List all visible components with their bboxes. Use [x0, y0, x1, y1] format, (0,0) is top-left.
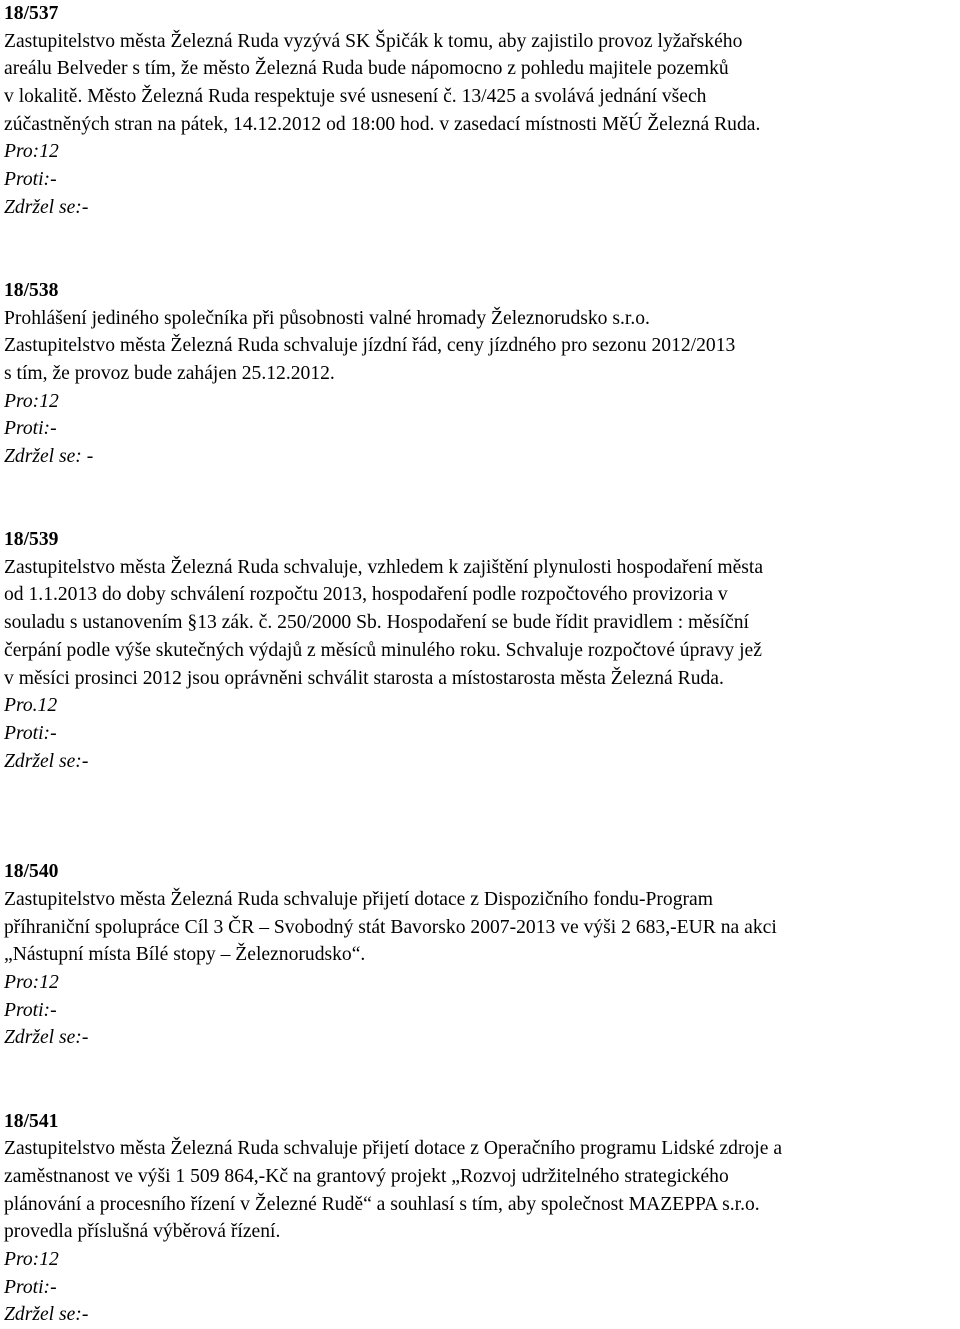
vote-abstain: Zdržel se:-	[4, 750, 89, 772]
vote-against: Proti:-	[4, 722, 57, 744]
resolution-text-line: Zastupitelstvo města Železná Ruda schvaluje přijetí dotace z Operačního programu Lidské zdroje a	[4, 1138, 783, 1160]
resolution-18-541	[4, 1108, 958, 1329]
vote-for: Pro:12	[4, 1249, 59, 1270]
document-page	[4, 0, 958, 1329]
spacer	[4, 1052, 958, 1107]
vote-against: Proti:-	[4, 418, 57, 440]
vote-for: Pro:12	[4, 390, 59, 412]
resolution-text-line: Zastupitelstvo města Železná Ruda schvaluje, vzhledem k zajištění plynulosti hospodaření města	[4, 556, 764, 578]
resolution-text-line: příhraniční spolupráce Cíl 3 ČR – Svobodný stát Bavorsko 2007-2013 ve výši 2 683,-EUR na akci	[4, 916, 777, 938]
resolution-text-line: zaměstnanost ve výši 1 509 864,-Kč na grantový projekt „Rozvoj udržitelného strategického	[4, 1165, 729, 1187]
resolution-text-line: od 1.1.2013 do doby schválení rozpočtu 2013, hospodaření podle rozpočtového provizoria v	[4, 584, 728, 606]
spacer	[4, 831, 958, 859]
resolution-text-line: čerpání podle výše skutečných výdajů z měsíců minulého roku. Schvaluje rozpočtové úpravy jež	[4, 639, 762, 661]
vote-for: Pro.12	[4, 695, 58, 717]
resolution-text-line: plánování a procesního řízení v Železné Rudě“ a souhlasí s tím, aby společnost MAZEPPA s.r.o.	[4, 1193, 760, 1215]
resolution-number: 18/541	[4, 1110, 59, 1132]
resolution-text-line: v měsíci prosinci 2012 jsou oprávněni schválit starosta a místostarosta města Železná Ruda.	[4, 667, 724, 689]
resolution-text-line: souladu s ustanovením §13 zák. č. 250/2000 Sb. Hospodaření se bude řídit pravidlem : měsíční	[4, 612, 749, 634]
resolution-number: 18/540	[4, 861, 59, 883]
resolution-text-line: areálu Belveder s tím, že město Železná Ruda bude nápomocno z pohledu majitele pozemků	[4, 58, 729, 80]
resolution-text-line: Zastupitelstvo města Železná Ruda schvaluje jízdní řád, ceny jízdného pro sezonu 2012/2013	[4, 335, 736, 357]
resolution-text-line: v lokalitě. Město Železná Ruda respektuje své usnesení č. 13/425 a svolává jednání všech	[4, 86, 707, 108]
resolution-text-line: Zastupitelstvo města Železná Ruda schvaluje přijetí dotace z Dispozičního fondu-Program	[4, 889, 713, 911]
vote-abstain: Zdržel se:-	[4, 1027, 89, 1049]
resolution-number: 18/537	[4, 3, 59, 24]
resolution-18-540	[4, 858, 958, 1052]
spacer	[4, 471, 958, 526]
spacer	[4, 222, 958, 277]
vote-against: Proti:-	[4, 1276, 57, 1298]
resolution-18-538	[4, 277, 958, 471]
resolution-text-line: Prohlášení jediného společníka při působnosti valné hromady Železnorudsko s.r.o.	[4, 307, 650, 329]
resolution-text-line: provedla příslušná výběrová řízení.	[4, 1221, 281, 1243]
vote-abstain: Zdržel se:-	[4, 1304, 89, 1326]
vote-against: Proti:-	[4, 999, 57, 1021]
resolution-text-line: Zastupitelstvo města Železná Ruda vyzývá SK Špičák k tomu, aby zajistilo provoz lyžařského	[4, 30, 743, 52]
resolution-text-line: „Nástupní místa Bílé stopy – Železnorudsko“.	[4, 944, 366, 966]
vote-abstain: Zdržel se: -	[4, 446, 94, 468]
resolution-18-539	[4, 526, 958, 775]
vote-abstain: Zdržel se:-	[4, 196, 89, 218]
resolution-text-line: zúčastněných stran na pátek, 14.12.2012 od 18:00 hod. v zasedací místnosti MěÚ Železná Ruda.	[4, 113, 761, 135]
resolution-text-line: s tím, že provoz bude zahájen 25.12.2012.	[4, 362, 335, 384]
vote-for: Pro:12	[4, 141, 59, 163]
resolution-number: 18/539	[4, 529, 59, 551]
resolution-18-537	[4, 0, 958, 222]
resolution-number: 18/538	[4, 279, 59, 301]
vote-against: Proti:-	[4, 169, 57, 191]
vote-for: Pro:12	[4, 972, 59, 994]
spacer	[4, 775, 958, 830]
